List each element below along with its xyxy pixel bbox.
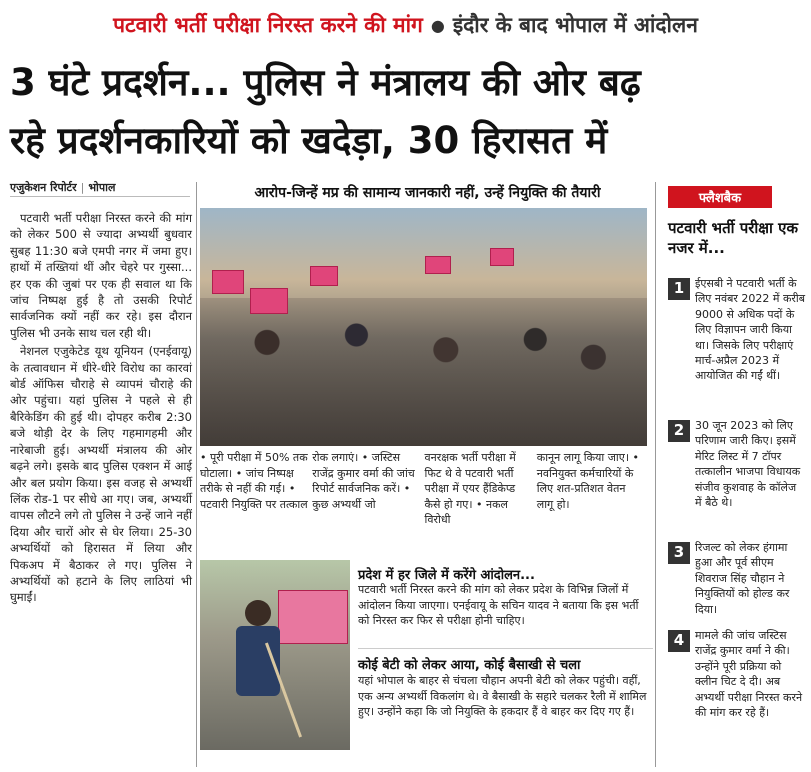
flashback-number: 3 <box>668 542 690 564</box>
byline <box>10 180 190 197</box>
flashback-number: 2 <box>668 420 690 442</box>
teaser-2-body: यहां भोपाल के बाहर से चंचला चौहान अपनी बेटी को लेकर पहुंची। वहीं, एक अन्य अभ्यर्थी विकलांग थे। वे बैसाखी के सहारे चलकर रैली में शामिल हुए। उन्होंने कहा कि जो नियुक्ति के हकदार हैं वे बाहर कर दिए गए हैं। <box>358 674 647 719</box>
teaser-2-heading: कोई बेटी को लेकर आया, कोई बैसाखी से चला <box>358 658 581 673</box>
photo-placard <box>425 256 451 274</box>
column-divider-left <box>196 182 197 767</box>
kicker-dark-text: इंदौर के बाद भोपाल में आंदोलन <box>452 13 698 37</box>
subhead: आरोप-जिन्हें मप्र की सामान्य जानकारी नहीं, उन्हें नियुक्ति की तैयारी <box>254 185 601 201</box>
photo-banner <box>278 590 348 644</box>
crutch-photo <box>200 560 350 750</box>
photo-placard <box>310 266 338 286</box>
headline-line-1: 3 घंटे प्रदर्शन... पुलिस ने मंत्रालय की ओर बढ़ <box>10 61 641 104</box>
bullets-col-1: • पूरी परीक्षा में 50% तक घोटाला। • जांच निष्पक्ष तरीके से नहीं की गई। • पटवारी नियुक्ति पर तत्काल <box>200 451 308 511</box>
teaser-1-body: पटवारी भर्ती निरस्त करने की मांग को लेकर प्रदेश के विभिन्न जिलों में आंदोलन किया जाएगा। एनईवायू के सचिन यादव ने बताया कि इस भर्ती को निरस्त कर फिर से परीक्षा होनी चाहिए। <box>358 583 639 628</box>
photo-placard <box>212 270 244 294</box>
byline-reporter: एजुकेशन रिपोर्टर <box>10 181 77 194</box>
flashback-item <box>668 418 806 510</box>
flashback-item <box>668 540 806 617</box>
column-divider-right <box>655 182 656 767</box>
kicker-red-text: पटवारी भर्ती परीक्षा निरस्त करने की मांग <box>113 13 423 37</box>
flashback-text: मामले की जांच जस्टिस राजेंद्र कुमार वर्मा ने की। उन्होंने पूरी प्रक्रिया को क्लीन चिट दे दी। अब अभ्यर्थी परीक्षा निरस्त करने की मांग कर रहे हैं। <box>695 629 803 720</box>
photo-crowd <box>200 298 647 446</box>
photo-placard <box>250 288 288 314</box>
kicker-dot: ● <box>430 15 445 35</box>
kicker-line <box>0 0 811 50</box>
byline-city: भोपाल <box>88 181 116 194</box>
photo-person-head <box>245 600 271 626</box>
flashback-text: 30 जून 2023 को लिए परिणाम जारी किए। इसमें मेरिट लिस्ट में 7 टॉपर तत्कालीन भाजपा विधायक संजीव कुशवाह के कॉलेज में बैठे थे। <box>695 419 801 510</box>
headline <box>10 54 802 170</box>
flashback-text: रिजल्ट को लेकर हंगामा हुआ और पूर्व सीएम शिवराज सिंह चौहान ने नियुक्तियों को होल्ड कर दिया। <box>695 541 790 616</box>
photo-placard <box>490 248 514 266</box>
left-paragraph-1: पटवारी भर्ती परीक्षा निरस्त करने की मांग को लेकर 500 से ज्यादा अभ्यर्थी बुधवार सुबह 11:30 बजे एमपी नगर में जमा हुए। हाथों में तख्तियां थीं और चेहरे पर गुस्सा... हर एक की जुबां पर एक ही सवाल था कि जांच निष्पक्ष हुई है तो उसकी रिपोर्ट सार्वजनिक क्यों नहीं कर रहे। इस दौरान पुलिस भी उनके साथ चल रही थी। <box>10 211 192 340</box>
protest-photo <box>200 208 647 446</box>
bullets-col-4: कानून लागू किया जाए। • नवनियुक्त कर्मचारियों के लिए शत-प्रतिशत वेतन लागू हो। <box>536 451 640 511</box>
flashback-title: पटवारी भर्ती परीक्षा एक नजर में... <box>668 219 798 257</box>
byline-separator: | <box>80 181 85 194</box>
flashback-number: 1 <box>668 278 690 300</box>
demands-bullets <box>200 450 645 538</box>
left-paragraph-2: नेशनल एजुकेटेड यूथ यूनियन (एनईवायू) के तत्वावधान में धीरे-धीरे विरोध का कारवां बोर्ड ऑफिस चौराहे से व्यापमं चौराहे की ओर पहुंचा। यहां पुलिस ने पहले से ही बैरिकेडिंग की हुई थी। दोपहर करीब 2:30 बजे थोड़ी देर के लिए गहमागहमी और नारेबाजी हुई। अभ्यर्थी मंत्रालय की ओर बढ़ने लगे। इसके बाद पुलिस एक्शन में आई और बल प्रयोग किया। इस वजह से अभ्यर्थी लिंक रोड-1 पर सीधे आ गए। जब, अभ्यर्थी वापस लौटने लगे तो पुलिस ने उन्हें जाने नहीं दिया और चारों ओर से घेर लिया। 25-30 अभ्यर्थियों को हिरासत में लिया और पिकअप में बैठाकर ले गए। पुलिस ने अभ्यर्थियों को हटाने के लिए लाठियां भी घुमाईं। <box>10 344 192 605</box>
flashback-tag: फ्लैशबैक <box>668 186 772 208</box>
flashback-text: ईएसबी ने पटवारी भर्ती के लिए नवंबर 2022 में करीब 9000 से अधिक पदों के लिए विज्ञापन जारी किया था। जिसके लिए परीक्षाएं मार्च-अप्रैल 2023 में आयोजित की गईं थीं। <box>695 277 806 383</box>
bullets-col-3: वनरक्षक भर्ती परीक्षा में फिट थे वे पटवारी भर्ती परीक्षा में एयर हैंडिकेप्ड कैसे हो गए। • नकल विरोधी <box>424 451 516 527</box>
headline-line-2: रहे प्रदर्शनकारियों को खदेड़ा, 30 हिरासत में <box>10 119 608 162</box>
teaser-divider <box>358 648 653 649</box>
bullets-col-2: रोक लगाएं। • जस्टिस राजेंद्र कुमार वर्मा की जांच रिपोर्ट सार्वजनिक करें। • कुछ अभ्यर्थी जो <box>312 451 415 511</box>
teaser-1-heading: प्रदेश में हर जिले में करेंगे आंदोलन... <box>358 568 535 583</box>
flashback-item <box>668 276 806 384</box>
flashback-item <box>668 628 806 720</box>
flashback-number: 4 <box>668 630 690 652</box>
left-column-body <box>10 210 192 608</box>
